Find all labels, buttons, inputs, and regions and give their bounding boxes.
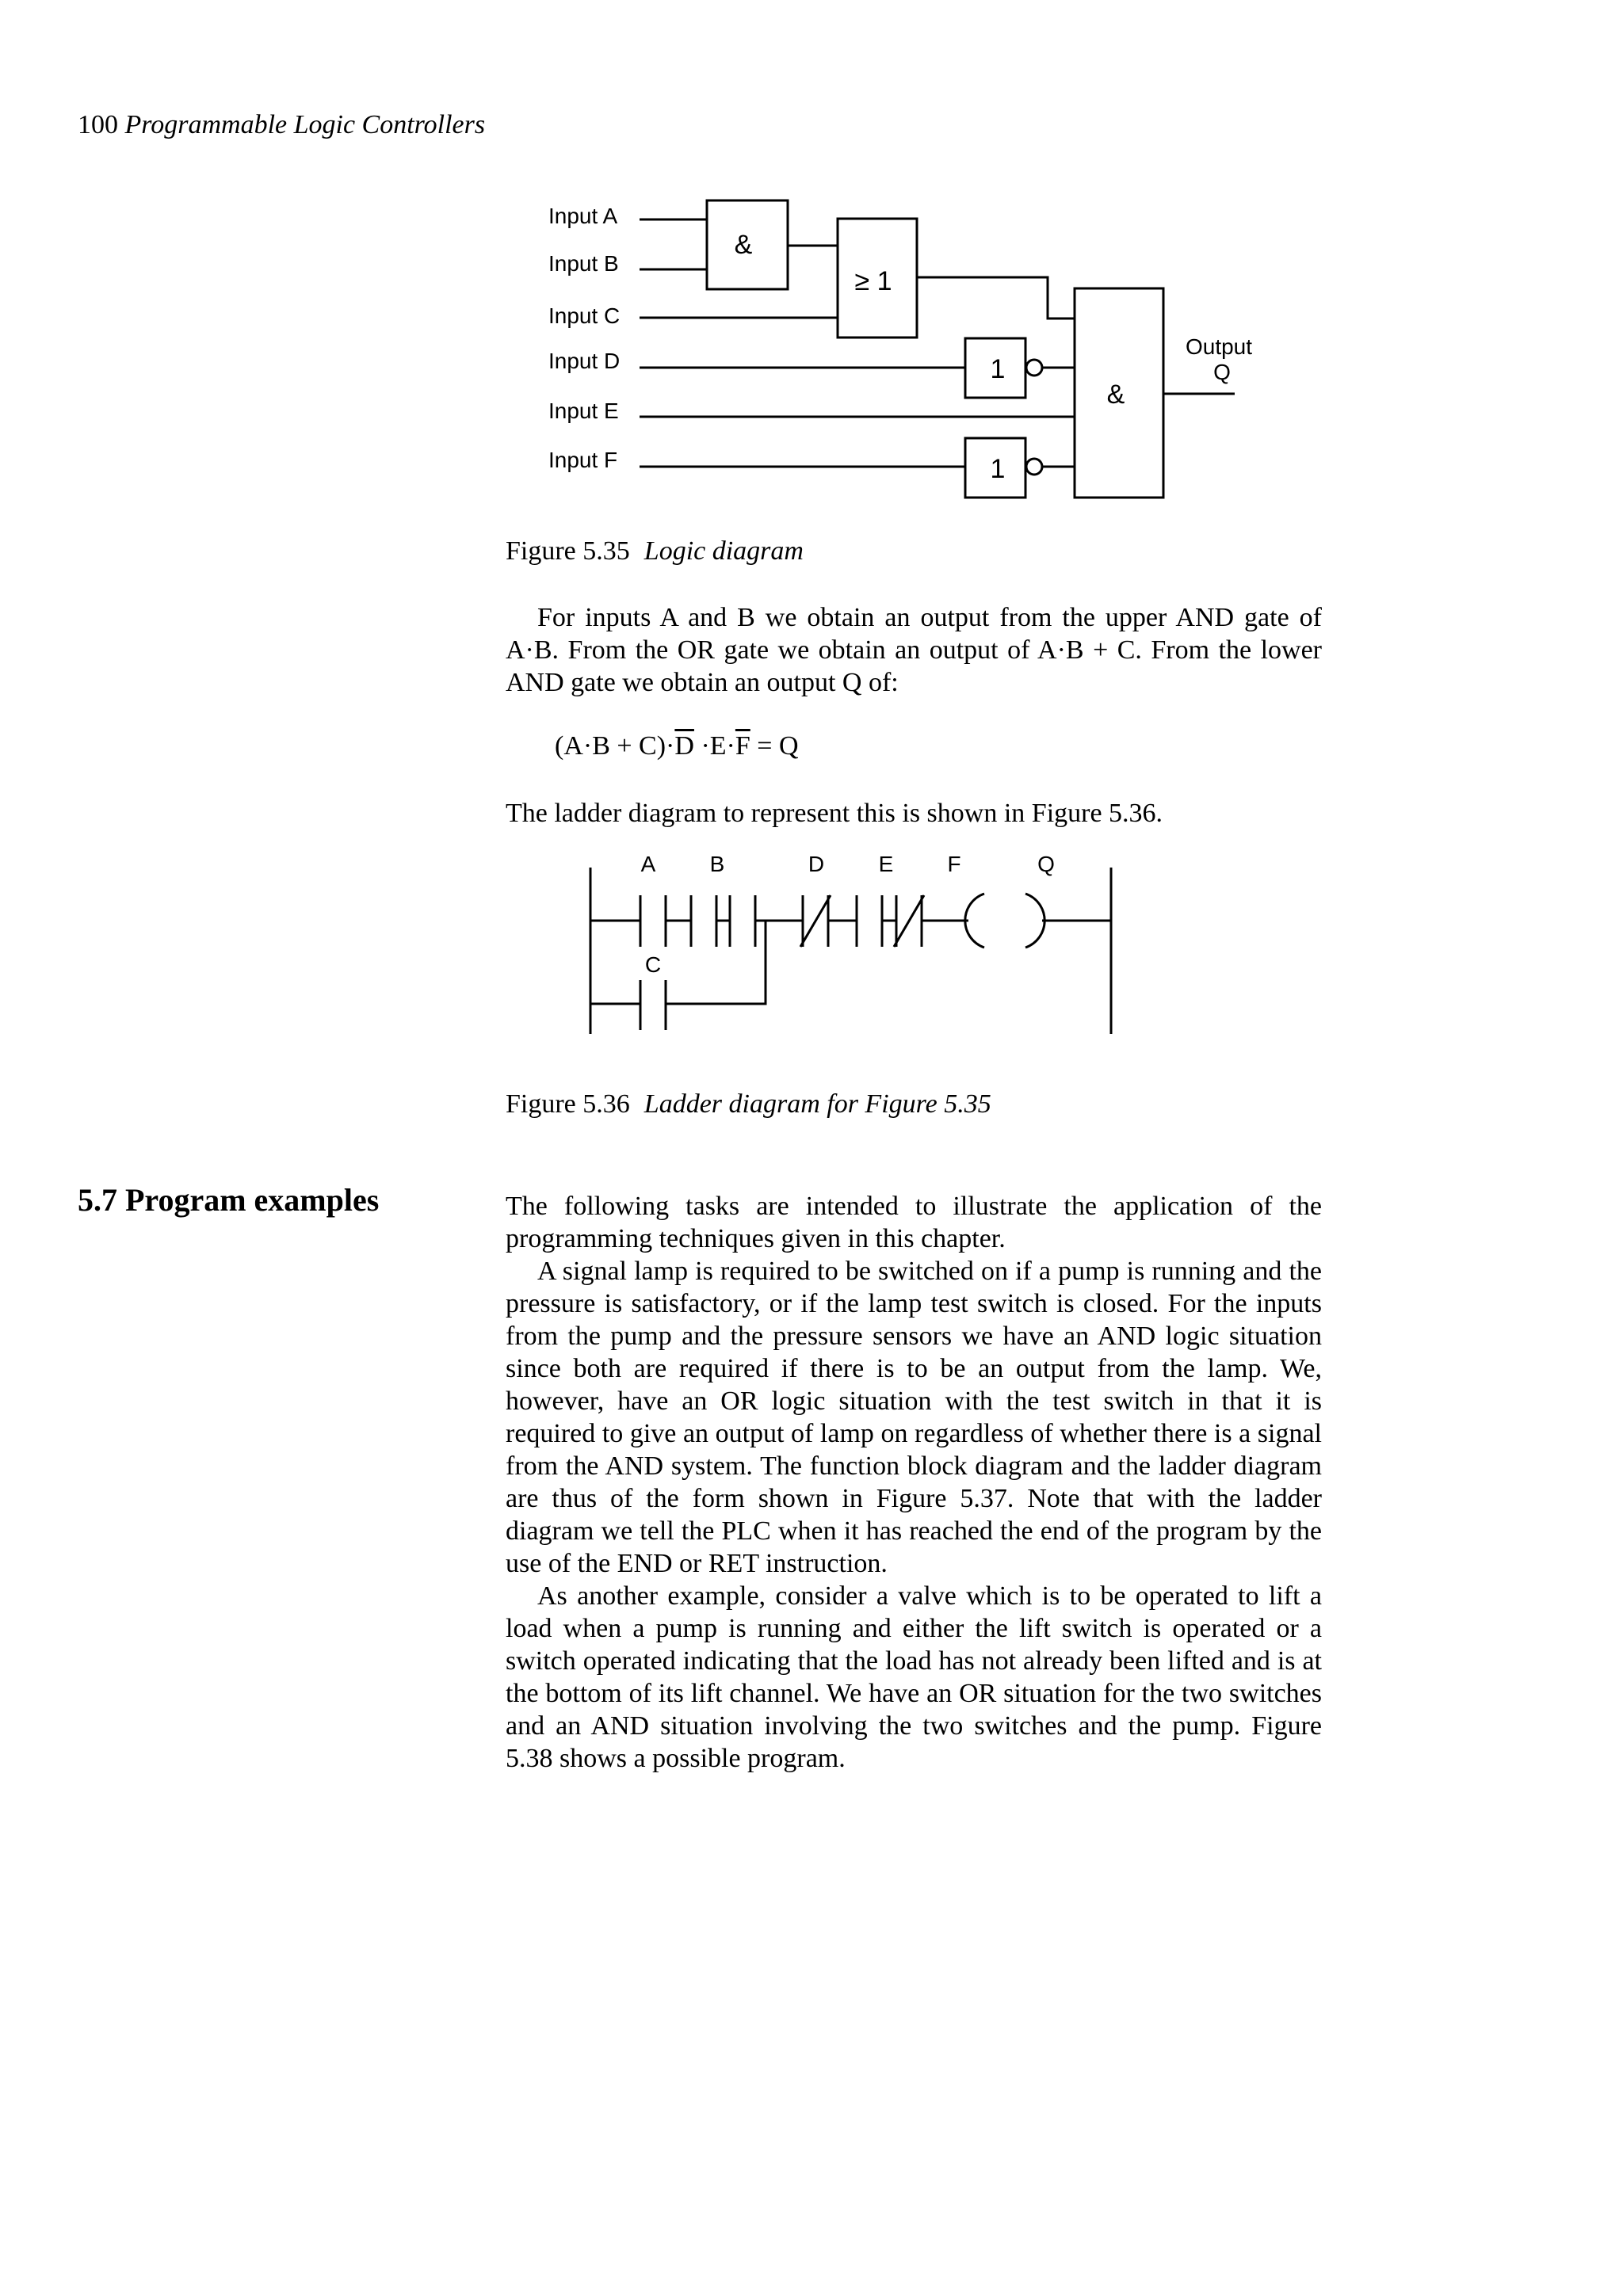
contact-c [640,980,666,1030]
contact-b-right [730,895,755,947]
not-symbol-d: 1 [990,354,1006,384]
section-paragraph-2: A signal lamp is required to be switched on if a pump is running and the pressure is satisfactory, or if the lamp test switch is closed. For the inputs from the pump and the pressure sensors we have an AND logic situation since both are required if there is to be an output from the lamp. We, however, have an OR logic situation with the test switch in that it is required to give an output of lamp on regardless of whether there is a signal from the AND system. The function block diagram and the ladder diagram are thus of the form shown in Figure 5.37. Note that with the ladder diagram we tell the PLC when it has reached the end of the program by the use of the END or RET instruction. [506,1257,1322,1578]
and-symbol-upper: & [734,230,753,260]
section-paragraph-3: As another example, consider a valve which is to be operated to lift a load when a pump is running and either the lift switch is operated or a switch operated indicating that the load has not already been lifted and is at the bottom of its lift channel. We have an OR situation for the two switches and an AND situation involving the two switches and the pump. Figure 5.38 shows a possible program. [506,1581,1322,1773]
caption-number: Figure 5.35 [506,536,630,566]
label-input-e: Input E [548,399,619,423]
contact-d-nc [800,895,831,947]
caption-title: Ladder diagram for Figure 5.35 [643,1089,991,1119]
caption-number: Figure 5.36 [506,1089,630,1119]
equation-d-bar: $\overline{D}$ [674,731,694,761]
ladder-label-e: E [878,852,894,876]
ladder-label-q: Q [1037,852,1055,876]
equation-part2: ·E· [693,731,735,761]
book-title: Programmable Logic Controllers [124,110,486,139]
label-output-q: Q [1213,360,1231,384]
label-input-c: Input C [548,303,621,328]
or-symbol: ≥ 1 [854,266,892,296]
label-input-a: Input A [548,204,618,228]
section-heading: 5.7 Program examples [78,1182,380,1218]
figure-5-36-caption [506,1087,991,1122]
contact-e [857,895,882,947]
equation-f-bar: $\overline{F}$ [735,731,750,761]
ladder-label-a: A [640,852,656,876]
page-number: 100 [78,110,118,139]
caption-title: Logic diagram [643,536,804,566]
ladder-label-f: F [947,852,961,876]
label-input-d: Input D [548,349,621,373]
equation-part1: (A·B + C)· [555,731,675,761]
intro-paragraph: For inputs A and B we obtain an output from the upper AND gate of A·B. From the OR gate we obtain an output of A·B + C. From the lower AND gate we obtain an output Q of: [506,603,1322,697]
section-paragraph-1: The following tasks are intended to illustrate the application of the programming techniques given in this chapter. [506,1192,1322,1253]
ladder-label-d: D [808,852,825,876]
ladder-label-b: B [709,852,725,876]
not-symbol-f: 1 [990,454,1006,484]
coil-q-right [1025,894,1044,948]
equation-part3: = Q [750,731,799,761]
contact-a [640,895,666,947]
label-input-f: Input F [548,448,618,472]
label-output: Output [1185,334,1253,359]
ladder-diagram [0,0,1623,1070]
label-input-b: Input B [548,251,619,276]
section-body [506,1190,1322,1775]
contact-b [691,895,716,947]
and-symbol-lower: & [1106,379,1125,410]
contact-f-nc [894,895,924,947]
ladder-label-c: C [644,952,662,977]
ladder-intro: The ladder diagram to represent this is shown in Figure 5.36. [506,799,1163,828]
